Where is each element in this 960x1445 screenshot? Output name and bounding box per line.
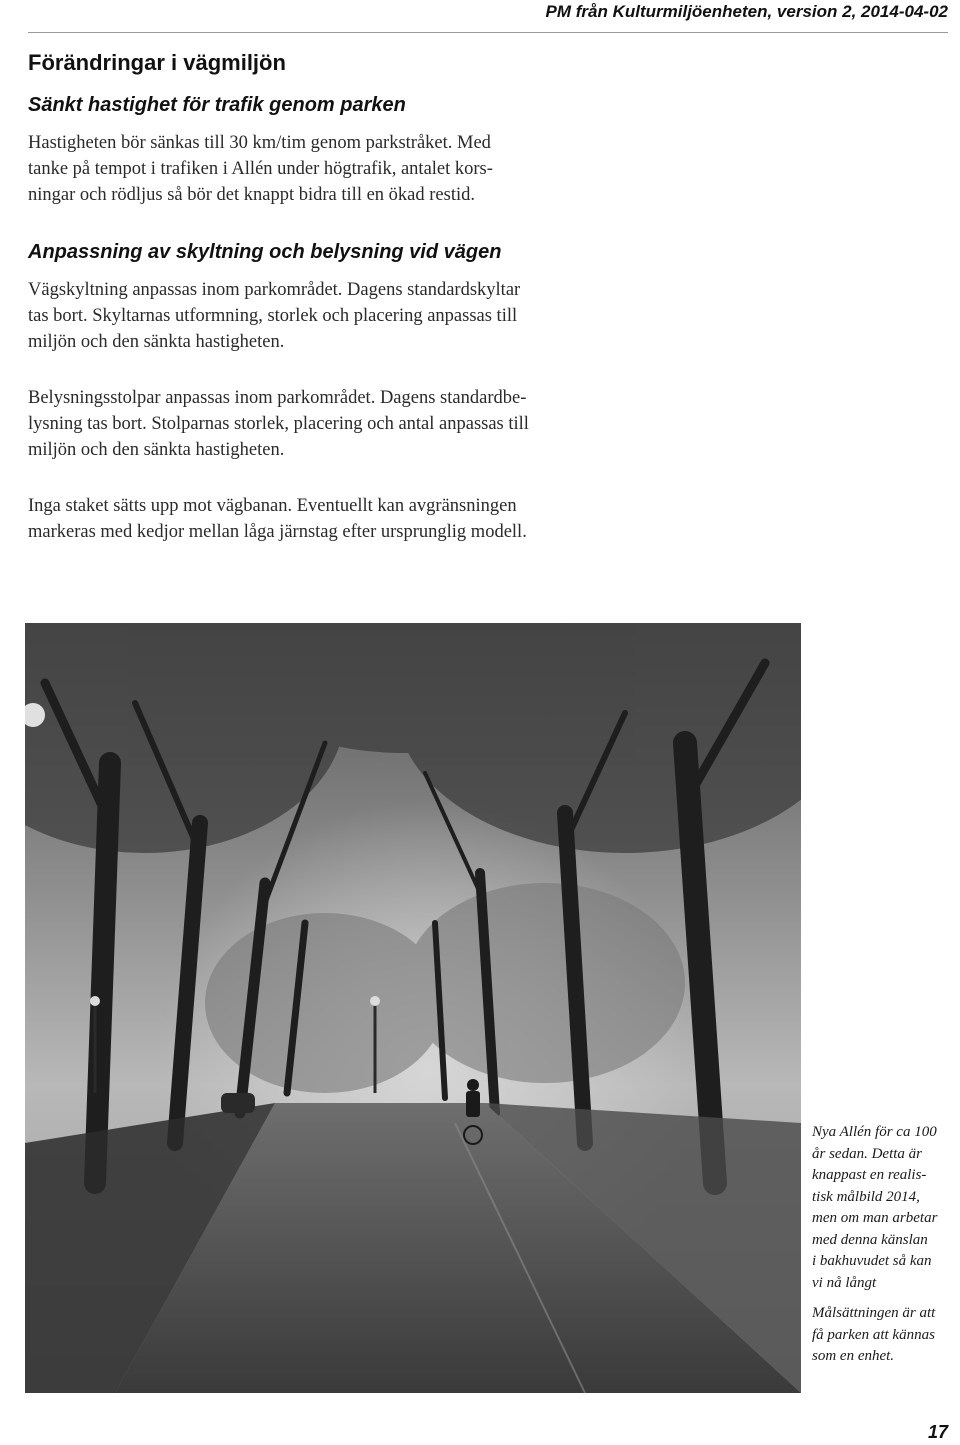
paragraph-speed [28,130,628,208]
historical-avenue-photo [25,623,801,1393]
text-line: tas bort. Skyltarnas utformning, storlek och placering anpassas till [28,306,518,326]
running-title: PM från Kulturmiljöenheten, version 2, 2014-04-02 [545,2,948,21]
heading-speed: Sänkt hastighet för trafik genom parken [28,94,406,116]
text-line: Vägskyltning anpassas inom parkområdet. Dagens standardskyltar [28,280,521,300]
header-divider [28,32,948,33]
caption-line: Nya Allén för ca 100 [812,1124,937,1140]
caption-line: knappast en realis- [812,1167,927,1183]
caption-line: som en enhet. [812,1348,895,1364]
text-line: Hastigheten bör sänkas till 30 km/tim genom parkstråket. Med [28,133,491,153]
text-line: markeras med kedjor mellan låga järnstag efter ursprunglig modell. [28,522,527,542]
photo-caption [812,1122,958,1294]
caption-line: Målsättningen är att [812,1305,936,1321]
text-line: Inga staket sätts upp mot vägbanan. Eventuellt kan avgränsningen [28,496,517,516]
caption-line: vi nå långt [812,1274,877,1291]
caption-line: få parken att kännas [812,1326,935,1343]
text-line: tanke på tempot i trafiken i Allén under högtrafik, antalet kors- [28,159,493,179]
caption-line: tisk målbild 2014, [812,1188,920,1205]
text-line: miljön och den sänkta hastigheten. [28,440,285,460]
paragraph-signage [28,277,628,355]
text-line: miljön och den sänkta hastigheten. [28,332,285,352]
paragraph-fencing [28,493,628,545]
paragraph-lighting [28,385,628,463]
text-line: lysning tas bort. Stolparnas storlek, placering och antal anpassas till [28,414,529,434]
section-title: Förändringar i vägmiljön [28,50,286,75]
caption-line: år sedan. Detta är [812,1145,922,1162]
text-line: ningar och rödljus så bör det knappt bidra till en ökad restid. [28,185,475,205]
page-header [0,0,960,40]
photo-caption-goal [812,1303,958,1368]
caption-line: med denna känslan [812,1231,928,1248]
caption-line: i bakhuvudet så kan [812,1253,932,1269]
caption-line: men om man arbetar [812,1210,938,1226]
heading-signage: Anpassning av skyltning och belysning vid vägen [28,241,502,263]
text-line: Belysningsstolpar anpassas inom parkområdet. Dagens standardbe- [28,388,527,408]
page-number: 17 [927,1422,948,1442]
